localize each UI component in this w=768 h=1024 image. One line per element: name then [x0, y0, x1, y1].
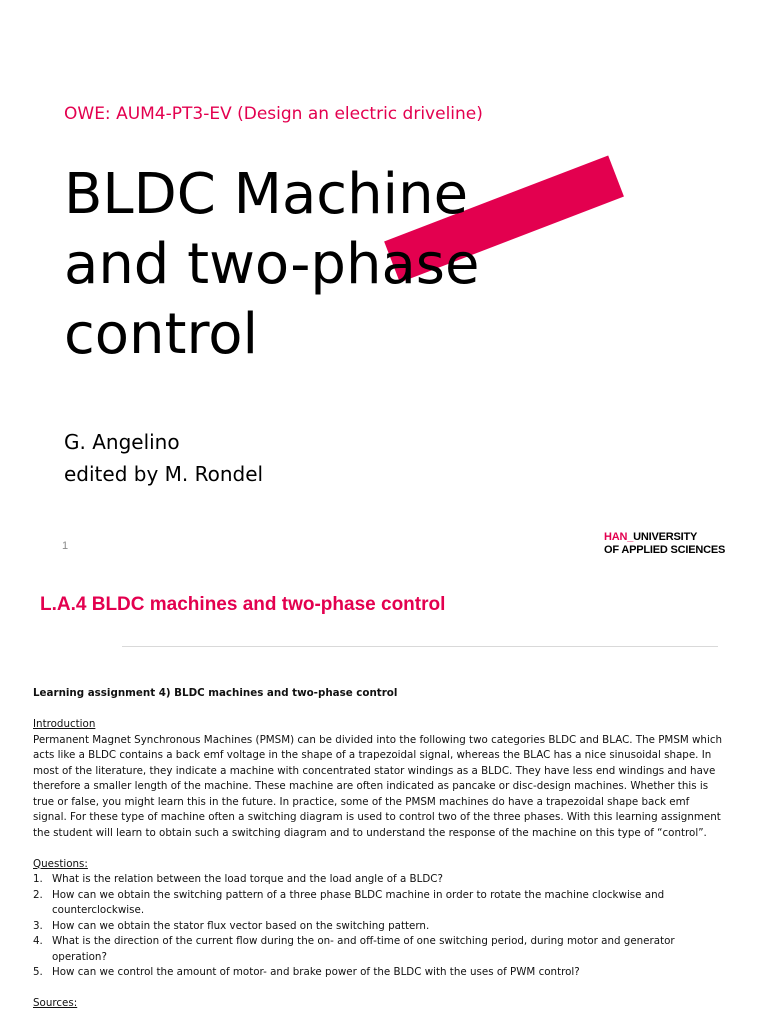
- question-text: How can we control the amount of motor- and brake power of the BLDC with the uses of PWM control?: [52, 966, 580, 978]
- introduction-label: Introduction: [33, 718, 96, 730]
- question-item: [33, 965, 723, 981]
- course-code: OWE: AUM4-PT3-EV (Design an electric driveline): [64, 104, 483, 124]
- questions-label: Questions:: [33, 857, 88, 870]
- slide-title-line: and two-phase: [64, 232, 480, 297]
- logo-university: UNIVERSITY: [633, 531, 698, 543]
- assignment-title: Learning assignment 4) BLDC machines and two-phase control: [33, 687, 398, 699]
- question-item: [33, 888, 723, 919]
- question-text: How can we obtain the switching pattern of a three phase BLDC machine in order to rotate the machine clockwise and counterclockwise.: [52, 888, 665, 916]
- question-number: 4.: [33, 935, 43, 947]
- slide-title-line: control: [64, 302, 259, 367]
- question-number: 1.: [33, 873, 43, 885]
- han-university-logo: [604, 531, 725, 557]
- question-text: What is the direction of the current flow during the on- and off-time of one switching period, during motor and generator operation?: [52, 935, 675, 963]
- logo-han: HAN_: [604, 531, 634, 543]
- question-item: [33, 934, 723, 965]
- logo-line-1: [604, 531, 725, 544]
- logo-line-2: OF APPLIED SCIENCES: [604, 544, 726, 556]
- introduction-text: Permanent Magnet Synchronous Machines (PMSM) can be divided into the following two categories BLDC and BLAC. The PMSM which acts like a BLDC contains a back emf voltage in the shape of a trapezoidal signal, whereas the BLAC has a nice sinusoidal shape. In most of the literature, they indicate a machine with concentrated stator windings as a BLDC. They have less end windings and have therefore a smaller length of the machine. These machine are often indicated as pancake or disc-design machines. Whether this is true or false, you might learn this in the future. In practice, some of the PMSM machines do have a trapezoidal shape back emf signal. For these type of machine often a switching diagram is used to control two of the three phases. With this learning assignment the student will learn to obtain such a switching diagram and to understand the response of the machine on this type of “control”.: [33, 733, 723, 839]
- page-number: 1: [62, 540, 69, 552]
- document-heading: L.A.4 BLDC machines and two-phase control: [40, 594, 446, 615]
- divider: [122, 646, 718, 647]
- questions-list: [33, 872, 723, 981]
- question-item: [33, 872, 723, 888]
- question-number: 5.: [33, 966, 43, 978]
- question-text: How can we obtain the stator flux vector based on the switching pattern.: [52, 919, 430, 932]
- question-text: What is the relation between the load torque and the load angle of a BLDC?: [52, 873, 443, 885]
- question-number: 2.: [33, 888, 43, 901]
- slide-title-line: BLDC Machine: [64, 162, 469, 227]
- document-body: [33, 686, 723, 1012]
- slide-title: [64, 160, 584, 370]
- sources-label: Sources:: [33, 997, 78, 1009]
- author: G. Angelino: [64, 430, 180, 454]
- authors: [64, 426, 263, 490]
- editor: edited by M. Rondel: [64, 462, 264, 486]
- question-number: 3.: [33, 919, 43, 932]
- question-item: [33, 919, 723, 935]
